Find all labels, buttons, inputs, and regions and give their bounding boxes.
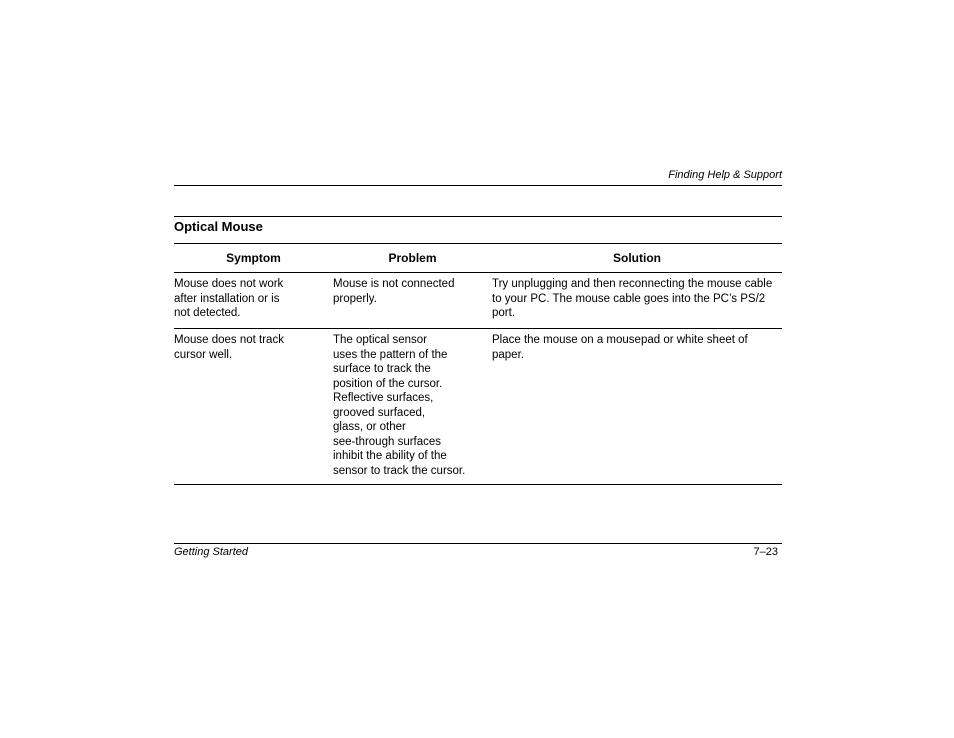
- column-header-symptom: Symptom: [226, 251, 281, 265]
- troubleshooting-table: [174, 243, 782, 485]
- running-header: Finding Help & Support: [668, 169, 782, 181]
- solution-cell: Try unplugging and then reconnecting the mouse cable to your PC. The mouse cable goes into the PC’s PS/2 port.: [492, 278, 773, 319]
- page-number: 7–23: [753, 546, 778, 558]
- problem-cell: The optical sensor uses the pattern of the surface to track the position of the cursor. Reflective surfaces, grooved surfaced, glass, or other see-through surfaces inhibit the ability of the sensor to track the cursor.: [333, 334, 466, 477]
- section-top-rule: [174, 216, 782, 217]
- document-page: [174, 0, 782, 738]
- footer-rule: [174, 543, 782, 544]
- section-title: Optical Mouse: [174, 219, 263, 234]
- symptom-cell: Mouse does not track cursor well.: [174, 334, 284, 361]
- problem-cell: Mouse is not connected properly.: [333, 278, 455, 305]
- solution-cell: Place the mouse on a mousepad or white sheet of paper.: [492, 334, 748, 361]
- symptom-cell: Mouse does not work after installation or is not detected.: [174, 278, 284, 319]
- table-row: [174, 273, 782, 329]
- running-footer-title: Getting Started: [174, 546, 248, 558]
- column-header-solution: Solution: [613, 251, 661, 265]
- table-row: [174, 329, 782, 485]
- header-rule: [174, 185, 782, 186]
- column-header-problem: Problem: [388, 251, 437, 265]
- table-header-row: [174, 244, 782, 273]
